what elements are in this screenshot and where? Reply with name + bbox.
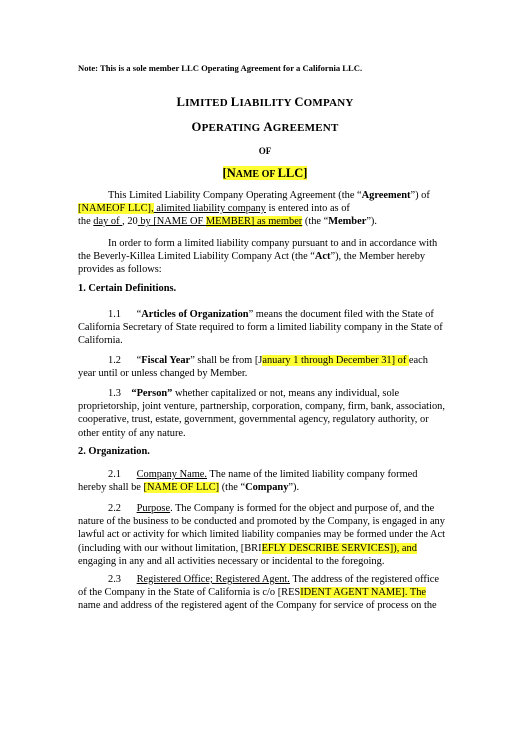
intro-paragraph: This Limited Liability Company Operating Agreement (the “Agreement”) of [NAMEOF LLC], alimited liability company is entered into as of the day of , 20 by [NAME OF MEMBER] as member (the “Member”). (78, 190, 430, 228)
definition-1-1: 1.1 “Articles of Organization” means the document filed with the State of California Secretary of State required to form a limited liability company in the State of California. (78, 309, 443, 347)
organization-2-2: 2.2 Purpose. The Company is formed for the object and purpose of, and the nature of the business to be conducted and promoted by the Company, is engaged in any lawful act or activity for which limited liability companies may be formed under the Act (including with our without limitation, [BRIEFLY DESCRIBE SERVICES]), and engaging in any and all activities necessary or incidental to the foregoing. (78, 503, 446, 567)
organization-2-3: 2.3 Registered Office; Registered Agent. The address of the registered office of the Company in the State of California is c/o [RESIDENT AGENT NAME]. The name and address of the registered agent of the Company for service of process on the (78, 574, 439, 612)
title-line-1: LIMITED LIABILITY COMPANY (176, 95, 354, 109)
llc-name-highlight: [NAME OF LLC] (222, 166, 308, 180)
definition-1-3: 1.3 “Person” whether capitalized or not, means any individual, sole proprietorship, joint venture, partnership, corporation, company, firm, bank, association, cooperative, trust, estate, government, governmental agency, regulatory authority, or other entity of any nature. (78, 388, 445, 439)
title-line-3: OF (258, 146, 272, 156)
title-line-4 (0, 166, 530, 181)
note-line: Note: This is a sole member LLC Operating Agreement for a California LLC. (78, 63, 363, 73)
definition-1-2: 1.2 “Fiscal Year” shall be from [January 1 through December 31] of each year until or unless changed by Member. (78, 355, 428, 380)
organization-2-1: 2.1 Company Name. The name of the limited liability company formed hereby shall be [NAME OF LLC] (the “Company”). (78, 469, 418, 494)
section-2-heading: 2. Organization. (78, 446, 150, 457)
purpose-paragraph: In order to form a limited liability company pursuant to and in accordance with the Beverly-Killea Limited Liability Company Act (the “Act”), the Member hereby provides as follows: (78, 238, 438, 276)
title-line-2: OPERATING AGREEMENT (191, 120, 339, 134)
section-1-heading: 1. Certain Definitions. (78, 283, 177, 294)
